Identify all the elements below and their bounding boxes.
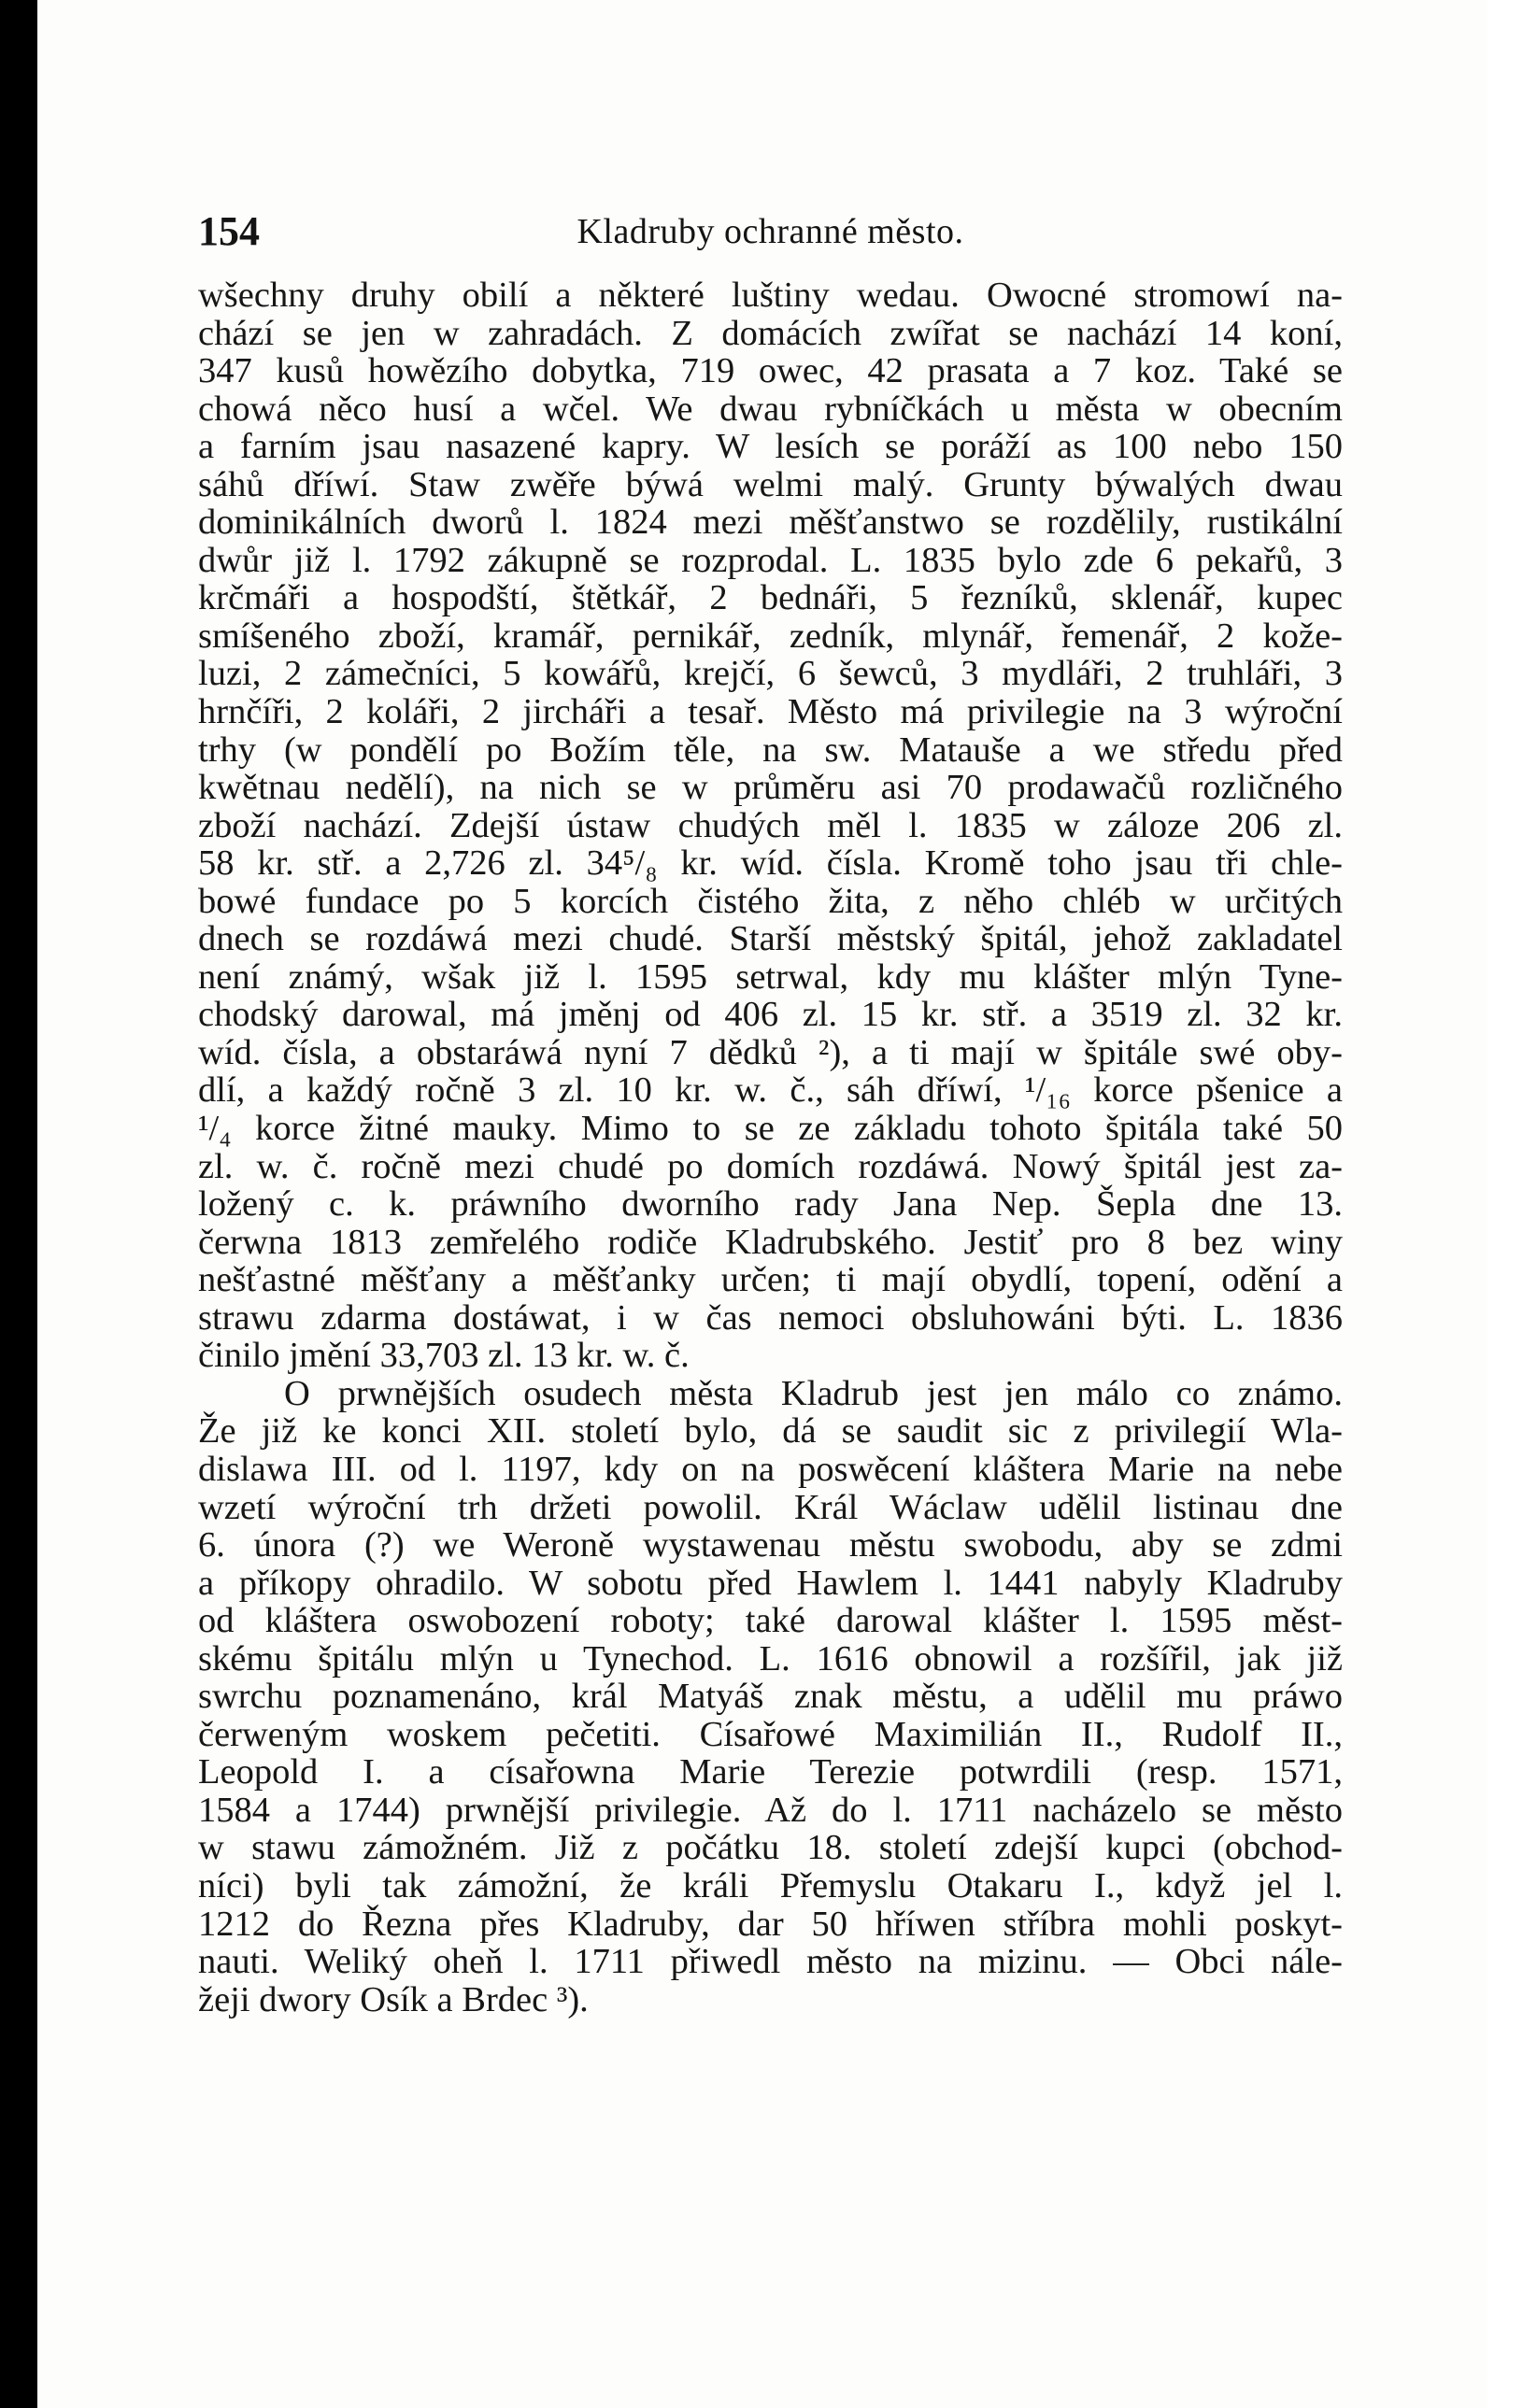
text-line: hrnčíři, 2 koláři, 2 jircháři a tesař. Město má privilegie na 3 wýroční — [198, 692, 1343, 732]
text-line: dislawa III. od l. 1197, kdy on na poswěcení kláštera Marie na nebe — [198, 1449, 1343, 1489]
text-line: krčmáři a hospodští, štětkář, 2 bednáři, 5 řezníků, sklenář, kupec — [198, 578, 1343, 618]
text-line: chowá něco husí a wčel. We dwau rybníčkách u města w obecním — [198, 389, 1343, 429]
text-line: w stawu zámožném. Již z počátku 18. století zdejší kupci (obchod- — [198, 1828, 1343, 1868]
text-line: chodský darowal, má jměnj od 406 zl. 15 kr. stř. a 3519 zl. 32 kr. — [198, 995, 1343, 1035]
text-line: Že již ke konci XII. století bylo, dá se saudit sic z privilegií Wla- — [198, 1411, 1343, 1452]
text-line: není známý, wšak již l. 1595 setrwal, kdy mu klášter mlýn Tyne- — [198, 956, 1343, 997]
text-line: zl. w. č. ročně mezi chudé po domích rozdáwá. Nowý špitál jest za- — [198, 1146, 1343, 1186]
text-line: 1584 a 1744) prwnější privilegie. Až do l. 1711 nacházelo se město — [198, 1790, 1343, 1830]
text-line: wzetí wýroční trh držeti powolil. Král Wáclaw udělil listinau dne — [198, 1487, 1343, 1527]
text-line: wíd. čísla, a obstaráwá nyní 7 dědků ²), a ti mají w špitále swé oby- — [198, 1032, 1343, 1072]
text-line: trhy (w pondělí po Božím těle, na sw. Matauše a we středu před — [198, 729, 1343, 770]
text-line: a farním jsau nasazené kapry. W lesích se poráží as 100 nebo 150 — [198, 427, 1343, 467]
text-line: Leopold I. a císařowna Marie Terezie potwrdili (resp. 1571, — [198, 1752, 1343, 1792]
text-line: 1212 do Řezna přes Kladruby, dar 50 hříwen stříbra mohli poskyt- — [198, 1904, 1343, 1944]
text-line: dominikálních dworů l. 1824 mezi měšťanstwo se rozdělily, rustikální — [198, 503, 1343, 543]
text-line: smíšeného zboží, kramář, pernikář, zedník, mlynář, řemenář, 2 kože- — [198, 616, 1343, 656]
text-line: skému špitálu mlýn u Tynechod. L. 1616 obnowil a rozšířil, jak již — [198, 1638, 1343, 1679]
text-line: bowé fundace po 5 korcích čistého žita, z něho chléb w určitých — [198, 881, 1343, 921]
text-line: nešťastné měšťany a měšťanky určen; ti mají obydlí, topení, odění a — [198, 1260, 1343, 1300]
text-line: 347 kusů howězího dobytka, 719 owec, 42 prasata a 7 koz. Také se — [198, 351, 1343, 391]
text-line: wšechny druhy obilí a některé luštiny wedau. Owocné stromowí na- — [198, 276, 1343, 315]
text-line: a příkopy ohradilo. W sobotu před Hawlem l. 1441 nabyly Kladruby — [198, 1563, 1343, 1603]
text-line: luzi, 2 zámečníci, 5 kowářů, krejčí, 6 šewců, 3 mydláři, 2 truhláři, 3 — [198, 654, 1343, 694]
text-line: dnech se rozdáwá mezi chudé. Starší městský špitál, jehož zakladatel — [198, 919, 1343, 959]
text-line: od kláštera oswobození roboty; také darowal klášter l. 1595 měst- — [198, 1601, 1343, 1641]
body-text — [198, 276, 1343, 2018]
text-line: nauti. Weliký oheň l. 1711 přiwedl město na mizinu. — Obci nále- — [198, 1942, 1343, 1982]
text-line: 6. února (?) we Weroně wystawenau městu swobodu, aby se zdmi — [198, 1525, 1343, 1565]
text-line: chází se jen w zahradách. Z domácích zwířat se nachází 14 koní, — [198, 313, 1343, 353]
text-line: níci) byli tak zámožní, že králi Přemyslu Otakaru I., když jel l. — [198, 1865, 1343, 1905]
text-line: ¹/₄ korce žitné mauky. Mimo to se ze základu tohoto špitála také 50 — [198, 1109, 1343, 1149]
scan-margin-right — [1487, 0, 1523, 2408]
paragraph-start-line: O prwnějších osudech města Kladrub jest jen málo co známo. — [284, 1373, 1343, 1413]
text-line: kwětnau nedělí), na nich se w průměru asi 70 prodawačů rozličného — [198, 768, 1343, 808]
paragraph-end-line: činilo jmění 33,703 zl. 13 kr. w. č. — [198, 1336, 690, 1376]
text-line: strawu zdarma dostáwat, i w čas nemoci obsluhowáni býti. L. 1836 — [198, 1297, 1343, 1338]
text-line: dlí, a každý ročně 3 zl. 10 kr. w. č., sáh dříwí, ¹/₁₆ korce pšenice a — [198, 1070, 1343, 1111]
running-title: Kladruby ochranné město. — [576, 212, 964, 251]
text-line: 58 kr. stř. a 2,726 zl. 34⁵/₈ kr. wíd. čísla. Kromě toho jsau tři chle- — [198, 843, 1343, 884]
text-line: ložený c. k. práwního dworního rady Jana Nep. Šepla dne 13. — [198, 1184, 1343, 1225]
page-number: 154 — [198, 208, 260, 254]
text-line: sáhů dříwí. Staw zwěře býwá welmi malý. Grunty býwalých dwau — [198, 464, 1343, 504]
paragraph-end-line: žeji dwory Osík a Brdec ³). — [198, 1979, 589, 2019]
text-line: zboží nachází. Zdejší ústaw chudých měl l. 1835 w záloze 206 zl. — [198, 805, 1343, 845]
page-header — [198, 207, 1343, 263]
text-line: swrchu poznamenáno, král Matyáš znak městu, a udělil mu práwo — [198, 1677, 1343, 1717]
text-line: čerwna 1813 zemřelého rodiče Kladrubského. Jestiť pro 8 bez winy — [198, 1222, 1343, 1262]
text-line: dwůr již l. 1792 zákupně se rozprodal. L. 1835 bylo zde 6 pekařů, 3 — [198, 540, 1343, 580]
text-line: čerweným woskem pečetiti. Císařowé Maximilián II., Rudolf II., — [198, 1714, 1343, 1754]
